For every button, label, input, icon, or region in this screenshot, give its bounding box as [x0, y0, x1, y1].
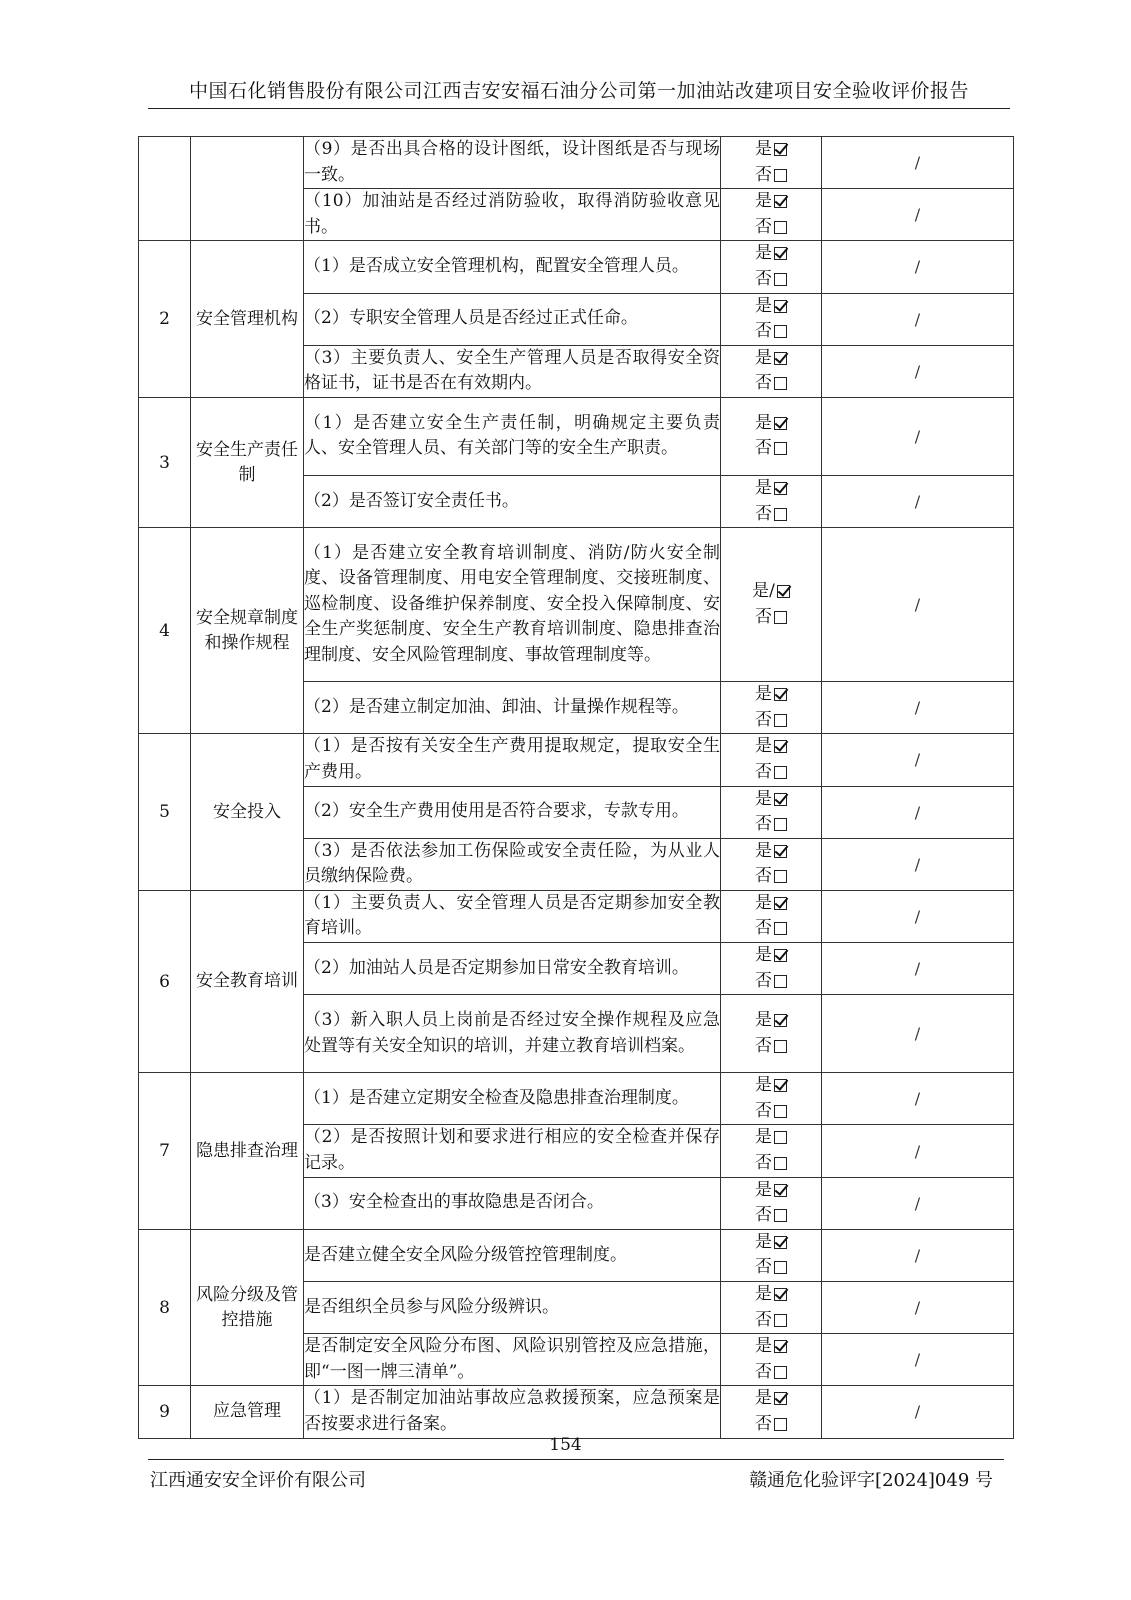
project-cell: 应急管理 — [191, 1386, 304, 1438]
option-yes-label: 是 — [755, 1127, 772, 1148]
option-yes-label: 是 — [755, 139, 772, 159]
remark-cell: / — [822, 241, 1014, 293]
option-yes-label: 是 — [755, 684, 772, 705]
item-number-cell: 2 — [139, 241, 191, 398]
remark-cell: / — [822, 1073, 1014, 1125]
result-cell — [721, 189, 822, 241]
item-number-cell: 4 — [139, 528, 191, 734]
result-cell — [721, 1282, 822, 1334]
option-no — [721, 916, 821, 942]
option-no — [721, 215, 821, 241]
check-content-cell: （3）主要负责人、安全生产管理人员是否取得安全资格证书，证书是否在有效期内。 — [304, 345, 721, 397]
option-yes — [721, 346, 821, 372]
option-yes — [721, 1125, 821, 1151]
checkbox-icon[interactable] — [774, 1314, 787, 1327]
option-yes — [721, 1008, 821, 1034]
option-yes-label: 是 — [755, 1179, 772, 1200]
remark-cell: / — [822, 995, 1014, 1073]
item-number-cell: 6 — [139, 890, 191, 1072]
checked-checkbox-icon[interactable] — [774, 740, 787, 753]
checked-checkbox-icon[interactable] — [774, 1079, 787, 1092]
remark-cell: / — [822, 475, 1014, 527]
result-cell — [721, 943, 822, 995]
check-content-cell: （1）是否建立定期安全检查及隐患排查治理制度。 — [304, 1073, 721, 1125]
remark-cell: / — [822, 137, 1014, 189]
project-cell: 风险分级及管控措施 — [191, 1229, 304, 1386]
option-no-label: 否 — [755, 814, 772, 835]
checkbox-icon[interactable] — [774, 1366, 787, 1379]
option-yes-label: 是 — [755, 1284, 772, 1304]
option-yes — [721, 943, 821, 969]
checkbox-icon[interactable] — [774, 1418, 787, 1431]
result-cell — [721, 1229, 822, 1281]
remark-cell: / — [822, 528, 1014, 682]
check-content-cell: （3）安全检查出的事故隐患是否闭合。 — [304, 1177, 721, 1229]
remark-cell: / — [822, 293, 1014, 345]
result-cell — [721, 890, 822, 942]
remark-cell: / — [822, 1386, 1014, 1438]
option-yes — [721, 787, 821, 813]
option-yes-label: 是 — [755, 892, 772, 913]
option-no-label: 否 — [755, 1309, 772, 1330]
checklist-body — [139, 137, 1014, 1439]
option-no-label: 否 — [755, 1153, 772, 1174]
remark-cell: / — [822, 943, 1014, 995]
checked-checkbox-icon[interactable] — [774, 482, 787, 495]
footer-divider — [148, 1459, 1004, 1460]
remark-cell: / — [822, 682, 1014, 734]
result-cell — [721, 528, 822, 682]
remark-cell: / — [822, 890, 1014, 942]
checkbox-icon[interactable] — [774, 442, 787, 455]
option-yes-label: 是 — [755, 1075, 772, 1096]
checked-checkbox-icon[interactable] — [774, 417, 787, 430]
table-row — [139, 1386, 1014, 1438]
result-cell — [721, 1125, 822, 1177]
option-no-label: 否 — [755, 1205, 772, 1226]
checkbox-icon[interactable] — [774, 714, 787, 727]
option-no — [721, 1255, 821, 1281]
checked-checkbox-icon[interactable] — [777, 585, 790, 598]
project-cell: 安全教育培训 — [191, 890, 304, 1072]
option-yes-label: 是 — [755, 736, 772, 757]
option-no — [721, 267, 821, 293]
result-cell — [721, 1073, 822, 1125]
item-number-cell: 5 — [139, 734, 191, 891]
option-yes — [721, 294, 821, 320]
check-content-cell: （2）加油站人员是否定期参加日常安全教育培训。 — [304, 943, 721, 995]
result-cell — [721, 786, 822, 838]
check-content-cell: （1）主要负责人、安全管理人员是否定期参加安全教育培训。 — [304, 890, 721, 942]
checkbox-icon[interactable] — [774, 273, 787, 286]
option-no-label: 否 — [755, 216, 772, 237]
checked-checkbox-icon[interactable] — [774, 300, 787, 313]
result-cell — [721, 1334, 822, 1386]
remark-cell: / — [822, 397, 1014, 475]
project-cell: 隐患排查治理 — [191, 1073, 304, 1230]
result-cell — [721, 397, 822, 475]
checked-checkbox-icon[interactable] — [774, 1288, 787, 1301]
option-yes — [721, 1386, 821, 1412]
result-cell — [721, 475, 822, 527]
project-cell: 安全管理机构 — [191, 241, 304, 398]
option-no — [721, 1151, 821, 1177]
result-cell — [721, 1177, 822, 1229]
option-yes — [721, 1334, 821, 1360]
option-yes — [721, 1073, 821, 1099]
check-content-cell: （1）是否按有关安全生产费用提取规定，提取安全生产费用。 — [304, 734, 721, 786]
option-no — [721, 1034, 821, 1060]
table-row — [139, 734, 1014, 786]
option-no — [721, 969, 821, 995]
item-number-cell: 3 — [139, 397, 191, 527]
remark-cell: / — [822, 838, 1014, 890]
result-cell — [721, 137, 822, 189]
option-no-label: 否 — [755, 970, 772, 991]
item-number-cell: 9 — [139, 1386, 191, 1438]
check-content-cell: （1）是否成立安全管理机构，配置安全管理人员。 — [304, 241, 721, 293]
option-no-label: 否 — [755, 1413, 772, 1434]
remark-cell: / — [822, 1177, 1014, 1229]
checked-checkbox-icon[interactable] — [774, 352, 787, 365]
option-yes — [721, 579, 821, 605]
option-yes-label: 是 — [755, 788, 772, 809]
result-cell — [721, 1386, 822, 1438]
option-no — [721, 864, 821, 890]
project-cell: 安全规章制度和操作规程 — [191, 528, 304, 734]
footer-doc-code: 赣通危化验评字[2024]049 号 — [749, 1470, 993, 1491]
project-cell: 安全生产责任制 — [191, 397, 304, 527]
page-header: 中国石化销售股份有限公司江西吉安安福石油分公司第一加油站改建项目安全验收评价报告 — [148, 76, 1010, 109]
option-yes-label: 是 — [755, 477, 772, 498]
check-content-cell: （3）新入职人员上岗前是否经过安全操作规程及应急处置等有关安全知识的培训，并建立教育培训档案。 — [304, 995, 721, 1073]
result-cell — [721, 293, 822, 345]
option-yes-label: 是 — [755, 1231, 772, 1252]
remark-cell: / — [822, 1125, 1014, 1177]
checked-checkbox-icon[interactable] — [774, 1184, 787, 1197]
result-cell — [721, 734, 822, 786]
checked-checkbox-icon[interactable] — [774, 195, 787, 208]
option-no-label: 否 — [755, 918, 772, 939]
check-content-cell: （2）安全生产费用使用是否符合要求，专款专用。 — [304, 786, 721, 838]
check-content-cell: （1）是否建立安全生产责任制，明确规定主要负责人、安全管理人员、有关部门等的安全生产职责。 — [304, 397, 721, 475]
item-number-cell — [139, 137, 191, 241]
check-content-cell: （2）是否签订安全责任书。 — [304, 475, 721, 527]
checked-checkbox-icon[interactable] — [774, 247, 787, 260]
option-yes-label: 是 — [755, 191, 772, 212]
checkbox-icon[interactable] — [774, 1261, 787, 1274]
option-no — [721, 163, 821, 189]
option-no — [721, 436, 821, 462]
remark-cell: / — [822, 1229, 1014, 1281]
checkbox-icon[interactable] — [774, 922, 787, 935]
option-no-label: 否 — [755, 866, 772, 887]
option-no — [721, 605, 821, 631]
remark-cell: / — [822, 189, 1014, 241]
table-row — [139, 890, 1014, 942]
option-no — [721, 1360, 821, 1386]
option-yes — [721, 839, 821, 865]
option-yes-label: 是 — [755, 945, 772, 966]
option-no-label: 否 — [755, 1361, 772, 1382]
option-yes — [721, 682, 821, 708]
remark-cell: / — [822, 734, 1014, 786]
option-yes — [721, 476, 821, 502]
project-cell: 安全投入 — [191, 734, 304, 891]
table-row — [139, 1073, 1014, 1125]
option-no — [721, 502, 821, 528]
checked-checkbox-icon[interactable] — [774, 143, 787, 156]
option-yes-label: 是 — [755, 347, 772, 368]
check-content-cell: （2）是否建立制定加油、卸油、计量操作规程等。 — [304, 682, 721, 734]
item-number-cell: 8 — [139, 1229, 191, 1386]
option-no — [721, 1308, 821, 1334]
option-no-label: 否 — [755, 1035, 772, 1056]
option-yes — [721, 411, 821, 437]
option-no-label: 否 — [755, 709, 772, 730]
option-no-label: 否 — [755, 761, 772, 782]
option-no — [721, 1099, 821, 1125]
result-cell — [721, 241, 822, 293]
table-row — [139, 137, 1014, 189]
table-row — [139, 397, 1014, 475]
option-yes-label: 是/ — [752, 581, 775, 602]
option-no — [721, 1412, 821, 1438]
option-no-label: 否 — [755, 1100, 772, 1121]
option-yes-label: 是 — [755, 840, 772, 861]
option-yes — [721, 1178, 821, 1204]
option-yes-label: 是 — [755, 412, 772, 433]
checkbox-icon[interactable] — [774, 975, 787, 988]
check-content-cell: （2）专职安全管理人员是否经过正式任命。 — [304, 293, 721, 345]
result-cell — [721, 838, 822, 890]
option-yes — [721, 137, 821, 163]
option-yes — [721, 1230, 821, 1256]
table-row — [139, 241, 1014, 293]
checked-checkbox-icon[interactable] — [774, 1392, 787, 1405]
result-cell — [721, 345, 822, 397]
option-yes — [721, 891, 821, 917]
remark-cell: / — [822, 1334, 1014, 1386]
option-no-label: 否 — [755, 268, 772, 289]
checked-checkbox-icon[interactable] — [774, 949, 787, 962]
checkbox-icon[interactable] — [774, 1105, 787, 1118]
option-yes-label: 是 — [755, 1010, 772, 1031]
checkbox-icon[interactable] — [774, 377, 787, 390]
option-yes-label: 是 — [755, 1388, 772, 1409]
check-content-cell: 是否制定安全风险分布图、风险识别管控及应急措施，即“一图一牌三清单”。 — [304, 1334, 721, 1386]
checkbox-icon[interactable] — [774, 611, 787, 624]
option-no — [721, 371, 821, 397]
checkbox-icon[interactable] — [774, 766, 787, 779]
option-no-label: 否 — [755, 1257, 772, 1278]
footer-company: 江西通安安全评价有限公司 — [150, 1470, 366, 1491]
checked-checkbox-icon[interactable] — [774, 1014, 787, 1027]
check-content-cell: （3）是否依法参加工伤保险或安全责任险，为从业人员缴纳保险费。 — [304, 838, 721, 890]
check-content-cell: （1）是否建立安全教育培训制度、消防/防火安全制度、设备管理制度、用电安全管理制度、交接班制度、巡检制度、设备维护保养制度、安全投入保障制度、安全生产奖惩制度、安全生产教育培训制度、隐患排查治理制度、安全风险管理制度、事故管理制度等。 — [304, 528, 721, 682]
option-no-label: 否 — [755, 321, 772, 342]
option-yes — [721, 1282, 821, 1308]
check-content-cell: （2）是否按照计划和要求进行相应的安全检查并保存记录。 — [304, 1125, 721, 1177]
check-content-cell: 是否建立健全安全风险分级管控管理制度。 — [304, 1229, 721, 1281]
option-yes — [721, 241, 821, 267]
checkbox-icon[interactable] — [774, 870, 787, 883]
result-cell — [721, 995, 822, 1073]
checkbox-icon[interactable] — [774, 169, 787, 182]
check-content-cell: 是否组织全员参与风险分级辨识。 — [304, 1282, 721, 1334]
option-no — [721, 760, 821, 786]
option-no — [721, 319, 821, 345]
checkbox-icon[interactable] — [774, 1209, 787, 1222]
item-number-cell: 7 — [139, 1073, 191, 1230]
option-no-label: 否 — [755, 373, 772, 394]
check-content-cell: （10）加油站是否经过消防验收，取得消防验收意见书。 — [304, 189, 721, 241]
option-yes-label: 是 — [755, 243, 772, 264]
checkbox-icon[interactable] — [774, 508, 787, 521]
checked-checkbox-icon[interactable] — [774, 1236, 787, 1249]
check-content-cell: （9）是否出具合格的设计图纸，设计图纸是否与现场一致。 — [304, 137, 721, 189]
checked-checkbox-icon[interactable] — [774, 1340, 787, 1353]
checked-checkbox-icon[interactable] — [774, 897, 787, 910]
checkbox-icon[interactable] — [774, 1131, 787, 1144]
table-row — [139, 1229, 1014, 1281]
checkbox-icon[interactable] — [774, 1040, 787, 1053]
checkbox-icon[interactable] — [774, 325, 787, 338]
option-yes — [721, 734, 821, 760]
option-no-label: 否 — [755, 164, 772, 185]
checkbox-icon[interactable] — [774, 221, 787, 234]
checkbox-icon[interactable] — [774, 1157, 787, 1170]
check-content-cell: （1）是否制定加油站事故应急救援预案，应急预案是否按要求进行备案。 — [304, 1386, 721, 1438]
checked-checkbox-icon[interactable] — [774, 688, 787, 701]
remark-cell: / — [822, 1282, 1014, 1334]
option-no-label: 否 — [755, 438, 772, 459]
remark-cell: / — [822, 786, 1014, 838]
option-yes-label: 是 — [755, 1336, 772, 1357]
checked-checkbox-icon[interactable] — [774, 793, 787, 806]
option-no — [721, 708, 821, 734]
page-number: 154 — [549, 1435, 582, 1455]
option-no-label: 否 — [755, 503, 772, 524]
option-no-label: 否 — [755, 606, 772, 627]
option-yes-label: 是 — [755, 295, 772, 316]
option-yes — [721, 189, 821, 215]
option-no — [721, 1203, 821, 1229]
option-no — [721, 812, 821, 838]
checklist-table — [138, 136, 1014, 1439]
checkbox-icon[interactable] — [774, 818, 787, 831]
result-cell — [721, 682, 822, 734]
project-cell — [191, 137, 304, 241]
checked-checkbox-icon[interactable] — [774, 845, 787, 858]
remark-cell: / — [822, 345, 1014, 397]
table-row — [139, 528, 1014, 682]
